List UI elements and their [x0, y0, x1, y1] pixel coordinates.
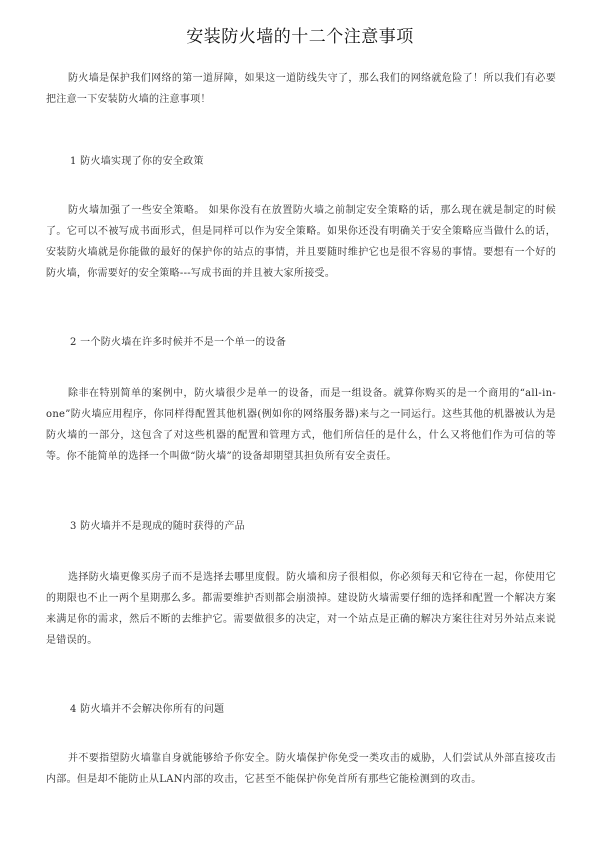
section-heading: 3 防火墙并不是现成的随时获得的产品	[70, 521, 245, 532]
section-body: 除非在特别简单的案例中，防火墙很少是单一的设备，而是一组设备。就算你购买的是一个商用的“all-in-one”防火墙应用程序，你同样得配置其他机器(例如你的网络服务器)来与之一同运行。这些其他的机器被认为是防火墙的一部分，这包含了对这些机器的配置和管理方式，他们所信任的是什么，什么又将他们作为可信的等等。你不能简单的选择一个叫做“防火墙”的设备却期望其担负所有安全责任。	[46, 388, 556, 462]
section-body: 防火墙加强了一些安全策略。 如果你没有在放置防火墙之前制定安全策略的话，那么现在就是制定的时候了。它可以不被写成书面形式，但是同样可以作为安全策略。如果你还没有明确关于安全策略应当做什么的话，安装防火墙就是你能做的最好的保护你的站点的事情，并且要随时维护它也是很不容易的事情。要想有一个好的防火墙，你需要好的安全策略---写成书面的并且被大家所接受。	[46, 205, 556, 279]
section-heading: 4 防火墙并不会解决你所有的问题	[70, 704, 225, 715]
document-title: 安装防火墙的十二个注意事项	[186, 27, 414, 47]
section-heading: 2 一个防火墙在许多时候并不是一个单一的设备	[70, 337, 287, 348]
section-body: 并不要指望防火墙靠自身就能够给予你安全。防火墙保护你免受一类攻击的威胁，人们尝试从外部直接攻击内部。但是却不能防止从LAN内部的攻击，它甚至不能保护你免首所有那些它能检测到的攻击。	[46, 753, 556, 785]
intro-paragraph: 防火墙是保护我们网络的第一道屏障，如果这一道防线失守了，那么我们的网络就危险了！所以我们有必要把注意一下安装防火墙的注意事项！	[46, 73, 556, 105]
section-heading: 1 防火墙实现了你的安全政策	[70, 156, 204, 167]
section-body: 选择防火墙更像买房子而不是选择去哪里度假。防火墙和房子很相似，你必须每天和它待在一起，你使用它的期限也不止一两个星期那么多。都需要维护否则都会崩溃掉。建设防火墙需要仔细的选择和配置一个解决方案来满足你的需求，然后不断的去维护它。需要做很多的决定，对一个站点是正确的解决方案往往对另外站点来说是错误的。	[46, 572, 556, 646]
